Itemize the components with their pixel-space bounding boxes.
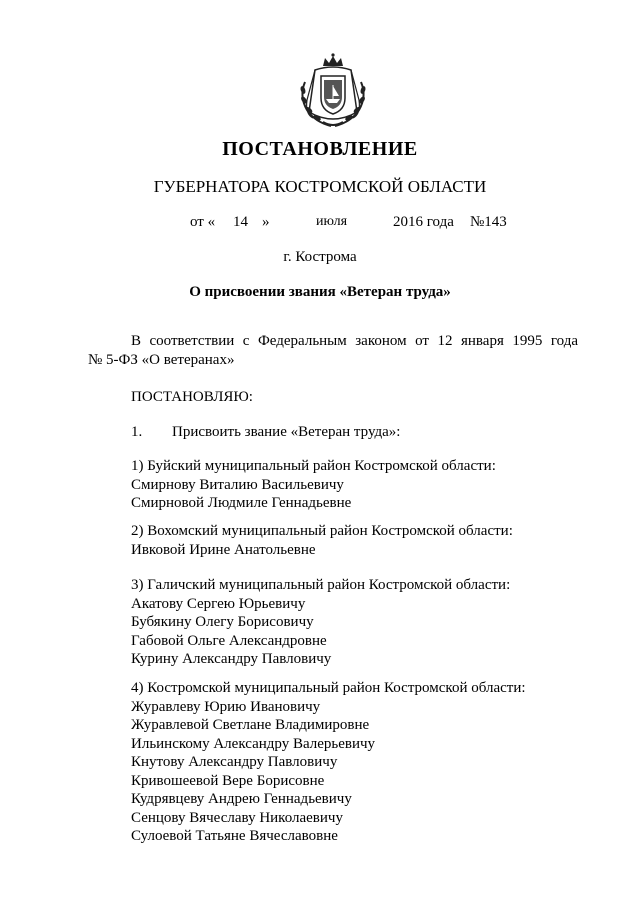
district-heading: 1) Буйский муниципальный район Костромской области: bbox=[131, 458, 496, 474]
document-subject: О присвоении звания «Ветеран труда» bbox=[189, 284, 451, 300]
person-name: Журавлевой Светлане Владимировне bbox=[131, 717, 370, 733]
person-name: Кудрявцеву Андрею Геннадьевичу bbox=[131, 791, 352, 807]
date-prefix: от « bbox=[190, 214, 216, 230]
person-name: Курину Александру Павловичу bbox=[131, 651, 332, 667]
coat-of-arms-icon bbox=[293, 52, 373, 132]
district-heading: 2) Вохомский муниципальный район Костромской области: bbox=[131, 523, 513, 539]
person-name: Ивковой Ирине Анатольевне bbox=[131, 541, 316, 558]
preamble-line-1: В соответствии с Федеральным законом от 12 января 1995 года bbox=[131, 333, 578, 349]
person-name: Бубякину Олегу Борисовичу bbox=[131, 614, 314, 630]
preamble-line-2: № 5-ФЗ «О ветеранах» bbox=[88, 352, 235, 368]
person-name: Сенцову Вячеславу Николаевичу bbox=[131, 809, 343, 826]
person-name: Смирнову Виталию Васильевичу bbox=[131, 476, 344, 493]
district-heading: 4) Костромской муниципальный район Костромской области: bbox=[131, 680, 526, 696]
date-day: 14 bbox=[233, 214, 248, 230]
date-year: 2016 года bbox=[393, 214, 454, 230]
person-name: Акатову Сергею Юрьевичу bbox=[131, 595, 306, 612]
district-heading: 3) Галичский муниципальный район Костромской области: bbox=[131, 577, 511, 593]
item-1-number: 1. bbox=[131, 424, 143, 440]
document-title: ПОСТАНОВЛЕНИЕ bbox=[222, 138, 418, 160]
district-group-4 bbox=[131, 679, 526, 846]
person-name: Журавлеву Юрию Ивановичу bbox=[131, 698, 321, 715]
person-name: Кривошеевой Вере Борисовне bbox=[131, 772, 325, 789]
city: г. Кострома bbox=[283, 249, 357, 265]
document-subtitle: ГУБЕРНАТОРА КОСТРОМСКОЙ ОБЛАСТИ bbox=[153, 177, 487, 196]
document-number: №143 bbox=[470, 214, 507, 230]
person-name: Кнутову Александру Павловичу bbox=[131, 754, 338, 770]
date-close: » bbox=[262, 214, 270, 230]
item-1-text: Присвоить звание «Ветеран труда»: bbox=[172, 424, 401, 440]
resolve-heading: ПОСТАНОВЛЯЮ: bbox=[131, 389, 253, 405]
district-group-1 bbox=[131, 457, 496, 513]
person-name: Смирновой Людмиле Геннадьевне bbox=[131, 495, 352, 511]
person-name: Ильинскому Александру Валерьевичу bbox=[131, 735, 376, 752]
district-group-3 bbox=[131, 576, 510, 669]
person-name: Сулоевой Татьяне Вячеславовне bbox=[131, 828, 338, 844]
date-month: июля bbox=[316, 214, 348, 229]
district-group-2 bbox=[131, 522, 513, 559]
person-name: Габовой Ольге Александровне bbox=[131, 632, 327, 649]
